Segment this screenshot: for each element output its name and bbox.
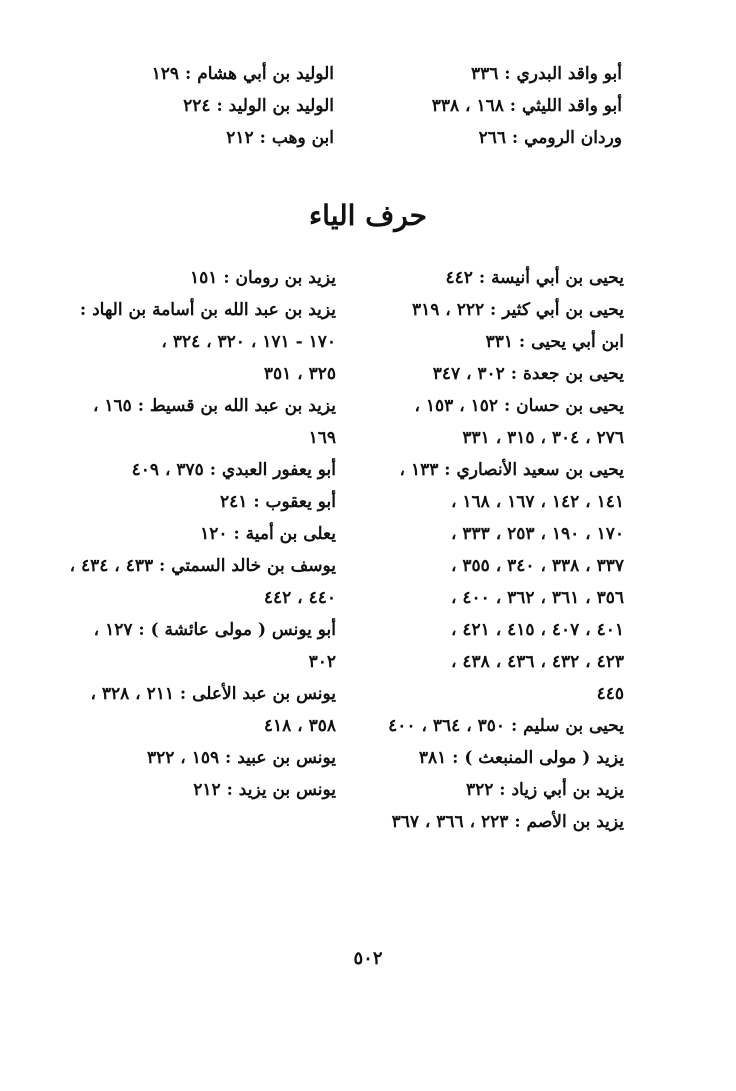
- index-entry-line: ٣٣٧ ، ٣٣٨ ، ٣٤٠ ، ٣٥٥ ،: [450, 556, 624, 576]
- index-entry-line: يحيى بن أبي أنيسة : ٤٤٢: [445, 268, 624, 288]
- index-entry-line: أبو يونس ( مولى عائشة ) : ١٢٧ ،: [93, 620, 336, 640]
- index-entry-line: يحيى بن سعيد الأنصاري : ١٣٣ ،: [399, 460, 624, 480]
- index-entry-line: الوليد بن أبي هشام : ١٢٩: [151, 64, 334, 84]
- index-entry-line: ٢٧٦ ، ٣٠٤ ، ٣١٥ ، ٣٣١: [462, 428, 624, 448]
- index-entry-line: يزيد بن أبي زياد : ٣٢٢: [465, 780, 624, 800]
- index-entry-line: يونس بن عبيد : ١٥٩ ، ٣٢٢: [146, 748, 336, 768]
- index-entry-line: ٤٠١ ، ٤٠٧ ، ٤١٥ ، ٤٢١ ،: [450, 620, 624, 640]
- top-right-column: [352, 58, 622, 154]
- index-entry-line: أبو يعقوب : ٢٤١: [220, 492, 336, 512]
- index-entry-line: يعلى بن أمية : ١٢٠: [200, 524, 336, 544]
- index-entry-line: ١٧٠ - ١٧١ ، ٣٢٠ ، ٣٢٤ ،: [161, 332, 336, 352]
- index-entry-line: ٣٠٢: [308, 652, 336, 672]
- section-heading: حرف الياء: [309, 199, 427, 232]
- index-entry-line: يزيد بن رومان : ١٥١: [190, 268, 336, 288]
- index-entry-line: يونس بن عبد الأعلى : ٢١١ ، ٣٢٨ ،: [90, 684, 336, 704]
- index-entry-line: ٣٥٨ ، ٤١٨: [263, 716, 336, 736]
- index-entry-line: ابن وهب : ٢١٢: [226, 128, 334, 148]
- index-entry-line: ١٤١ ، ١٤٢ ، ١٦٧ ، ١٦٨ ،: [450, 492, 624, 512]
- index-entry-line: أبو يعفور العبدي : ٣٧٥ ، ٤٠٩: [131, 460, 336, 480]
- index-entry-line: يزيد بن الأصم : ٢٢٣ ، ٣٦٦ ، ٣٦٧: [391, 812, 624, 832]
- page-number: ٥٠٢: [353, 948, 383, 969]
- index-entry-line: الوليد بن الوليد : ٢٢٤: [183, 96, 334, 116]
- index-entry-line: ٤٤٥: [596, 684, 624, 704]
- top-left-column: [74, 58, 334, 154]
- index-entry-line: يحيى بن أبي كثير : ٢٢٢ ، ٣١٩: [411, 300, 624, 320]
- index-entry-line: وردان الرومي : ٢٦٦: [478, 128, 622, 148]
- index-entry-line: ١٦٩: [308, 428, 336, 448]
- index-entry-line: يزيد بن عبد الله بن أسامة بن الهاد :: [79, 300, 336, 320]
- index-entry-line: يونس بن يزيد : ٢١٢: [193, 780, 336, 800]
- index-entry-line: ٣٢٥ ، ٣٥١: [263, 364, 336, 384]
- index-entry-line: يزيد بن عبد الله بن قسيط : ١٦٥ ،: [92, 396, 336, 416]
- index-entry-line: يزيد ( مولى المنبعث ) : ٣٨١: [418, 748, 624, 768]
- index-entry-line: ٤٤٠ ، ٤٤٢: [263, 588, 336, 608]
- index-entry-line: ١٧٠ ، ١٩٠ ، ٢٥٣ ، ٣٣٣ ،: [450, 524, 624, 544]
- index-entry-line: ٤٢٣ ، ٤٣٢ ، ٤٣٦ ، ٤٣٨ ،: [450, 652, 624, 672]
- index-entry-line: ابن أبي يحيى : ٣٣١: [485, 332, 624, 352]
- index-entry-line: ٣٥٦ ، ٣٦١ ، ٣٦٢ ، ٤٠٠ ،: [450, 588, 624, 608]
- index-entry-line: يحيى بن حسان : ١٥٢ ، ١٥٣ ،: [414, 396, 624, 416]
- index-entry-line: يحيى بن سليم : ٣٥٠ ، ٣٦٤ ، ٤٠٠: [388, 716, 624, 736]
- main-left-column: [68, 262, 336, 806]
- index-entry-line: يوسف بن خالد السمتي : ٤٣٣ ، ٤٣٤ ،: [69, 556, 336, 576]
- index-entry-line: أبو واقد البدري : ٣٣٦: [470, 64, 622, 84]
- index-entry-line: أبو واقد الليثي : ١٦٨ ، ٣٣٨: [431, 96, 622, 116]
- main-right-column: [356, 262, 624, 838]
- index-entry-line: يحيى بن جعدة : ٣٠٢ ، ٣٤٧: [432, 364, 624, 384]
